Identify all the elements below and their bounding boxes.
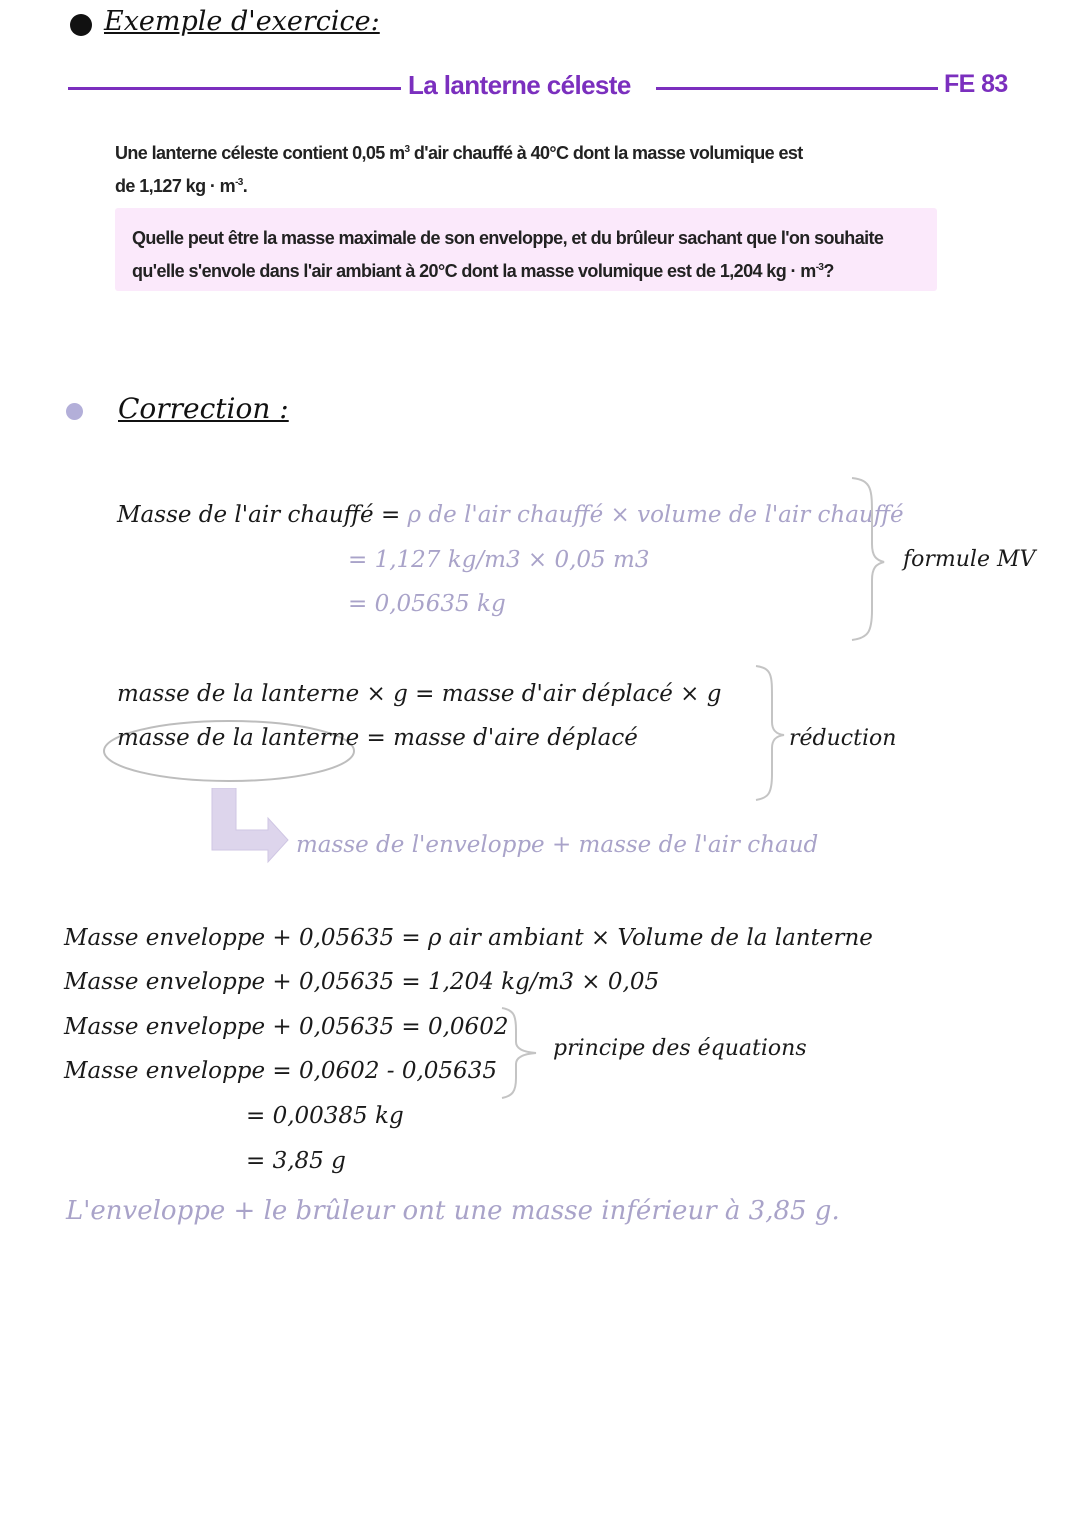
brace-icon xyxy=(846,476,886,642)
mv-label: Masse de l'air chauffé = ρ de l'air chauffé × volume de l'air chauffé xyxy=(117,502,904,528)
title-rule-left xyxy=(68,87,401,90)
equation-line: = 3,85 g xyxy=(246,1148,346,1174)
equations-annotation: principe des équations xyxy=(553,1036,807,1061)
header-title: Exemple d'exercice: xyxy=(104,6,380,37)
brace-icon xyxy=(500,1006,540,1100)
question: Quelle peut être la masse maximale de son enveloppe, et du brûleur sachant que l'on souhaite qu'elle s'envole dans l'air ambiant à 20°C dont la masse volumique est de 1,204 kg · $m^{-3}$? xyxy=(132,228,884,281)
bullet-icon xyxy=(70,14,92,36)
title-rule-right xyxy=(656,87,938,90)
equation-line: Masse enveloppe = 0,0602 - 0,05635 xyxy=(64,1058,497,1084)
mv-line3: = 0,05635 kg xyxy=(348,591,506,617)
correction-title: Correction : xyxy=(118,392,289,425)
mv-annotation: formule MV xyxy=(903,547,1036,572)
brace-icon xyxy=(752,664,788,802)
equation-line: Masse enveloppe + 0,05635 = 1,204 kg/m3 × 0,05 xyxy=(64,969,660,995)
exercise-code: FE 83 xyxy=(944,70,1008,98)
reduction-line1: masse de la lanterne × g = masse d'air déplacé × g xyxy=(117,681,722,707)
mv-line2: = 1,127 kg/m3 × 0,05 m3 xyxy=(348,547,650,573)
reduction-line2: masse de la lanterne = masse d'aire déplacé xyxy=(117,725,638,751)
bullet-icon xyxy=(66,403,83,420)
exercise-title: La lanterne céleste xyxy=(408,70,631,100)
statement: Une lanterne céleste contient 0,05 $m^3$ d'air chauffé à 40°C dont la masse volumique est de 1,127 kg · $m^{-3}$. xyxy=(115,143,803,196)
reduction-annotation: réduction xyxy=(789,726,897,751)
conclusion: L'enveloppe + le brûleur ont une masse inférieur à 3,85 g. xyxy=(66,1196,840,1226)
equation-line: Masse enveloppe + 0,05635 = ρ air ambiant × Volume de la lanterne xyxy=(64,925,873,951)
equation-line: = 0,00385 kg xyxy=(246,1103,404,1129)
arrow-text: masse de l'enveloppe + masse de l'air chaud xyxy=(296,832,819,858)
arrow-icon xyxy=(210,788,290,864)
equation-line: Masse enveloppe + 0,05635 = 0,0602 xyxy=(64,1014,509,1040)
